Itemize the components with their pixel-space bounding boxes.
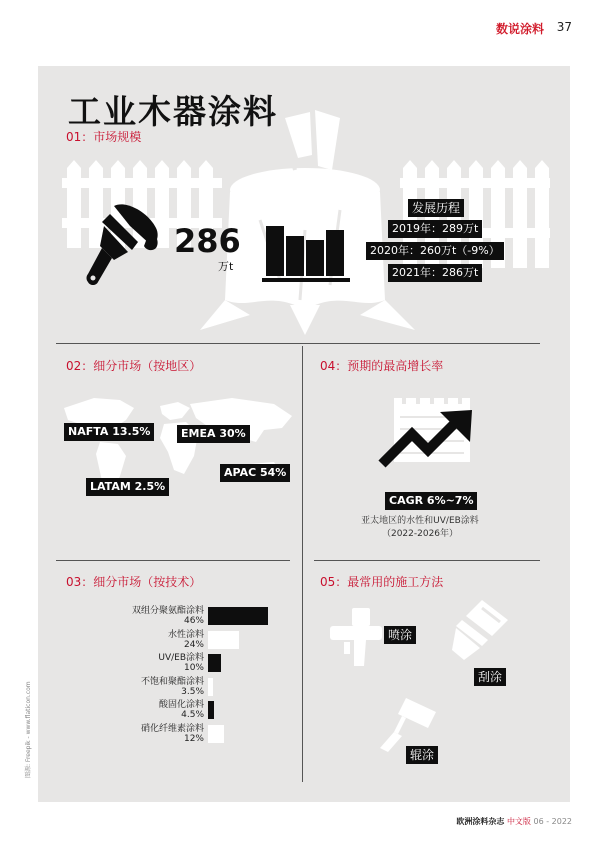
tech-value-label: 24% — [183, 639, 204, 650]
region-latam: LATAM 2.5% — [86, 478, 169, 496]
tech-bar-label — [104, 630, 204, 650]
paint-roller-icon — [376, 694, 440, 752]
tech-category: 硝化纤维素涂料 — [140, 723, 204, 734]
cagr-note-line2: （2022-2026年） — [381, 529, 459, 539]
region-nafta: NAFTA 13.5% — [64, 423, 154, 441]
page-title: 工业木器涂料 — [68, 92, 278, 131]
section5-heading: 05：最常用的施工方法 — [320, 575, 444, 589]
tech-bar — [208, 678, 213, 696]
growth-arrow-icon — [378, 410, 474, 472]
bar-chart-icon — [262, 222, 352, 282]
method-roll: 辊涂 — [406, 746, 438, 764]
tech-category: 水性涂料 — [167, 629, 204, 640]
page-number: 37 — [556, 20, 572, 34]
footer-issue: 06 - 2022 — [533, 817, 572, 826]
region-emea: EMEA 30% — [177, 425, 250, 443]
divider-top — [56, 343, 540, 344]
spray-gun-icon — [330, 608, 386, 668]
header-section: 数说涂料 — [495, 22, 544, 36]
tech-category: 不饱和聚酯涂料 — [140, 676, 204, 687]
history-2021: 2021年：286万t — [388, 264, 482, 282]
section3-heading: 03：细分市场（按技术） — [66, 575, 202, 589]
section1-heading: 01：市场规模 — [66, 130, 142, 144]
cagr-note-line1: 亚太地区的水性和UV/EB涂料 — [361, 516, 479, 526]
image-credit: 图源: Freepik - www.flaticon.com — [25, 681, 32, 778]
tech-bar-label — [104, 606, 204, 626]
tech-value-label: 4.5% — [181, 710, 204, 720]
tech-value-label: 12% — [183, 733, 204, 744]
tech-bar-label — [104, 677, 204, 697]
footer — [456, 816, 572, 827]
tech-value-label: 3.5% — [181, 686, 204, 697]
market-size-unit: 万t — [218, 260, 234, 273]
footer-magazine: 欧洲涂料杂志 — [456, 817, 505, 826]
history-2019: 2019年：289万t — [388, 220, 482, 238]
section4-heading: 04：预期的最高增长率 — [320, 359, 444, 373]
method-scrape: 刮涂 — [474, 668, 506, 686]
tech-category: 酸固化涂料 — [158, 700, 204, 710]
divider-middle-right — [314, 560, 540, 561]
tech-bar — [208, 654, 221, 672]
section2-heading: 02：细分市场（按地区） — [66, 359, 202, 373]
tech-value-label: 46% — [183, 616, 204, 626]
tech-bar — [208, 701, 214, 719]
tech-bar — [208, 631, 239, 649]
tech-bar-label — [104, 653, 204, 673]
method-spray: 喷涂 — [384, 626, 416, 644]
tech-bar — [208, 607, 268, 625]
divider-middle-left — [56, 560, 290, 561]
tech-bar — [208, 725, 224, 743]
tech-category: 双组分聚氨酯涂料 — [131, 606, 204, 616]
divider-vertical — [302, 346, 303, 782]
tech-bar-label — [104, 700, 204, 720]
tech-category: UV/EB涂料 — [158, 653, 204, 663]
cagr-label: CAGR 6%~7% — [385, 492, 477, 510]
region-apac: APAC 54% — [220, 464, 290, 482]
footer-edition: 中文版 — [506, 817, 531, 826]
scraper-icon — [452, 598, 512, 662]
tech-value-label: 10% — [183, 663, 204, 673]
history-2020: 2020年：260万t（-9%） — [366, 242, 504, 260]
history-title: 发展历程 — [408, 199, 464, 217]
market-size-value: 286 — [174, 222, 241, 260]
tech-bar-label — [104, 724, 204, 744]
paint-brush-icon — [86, 200, 166, 288]
